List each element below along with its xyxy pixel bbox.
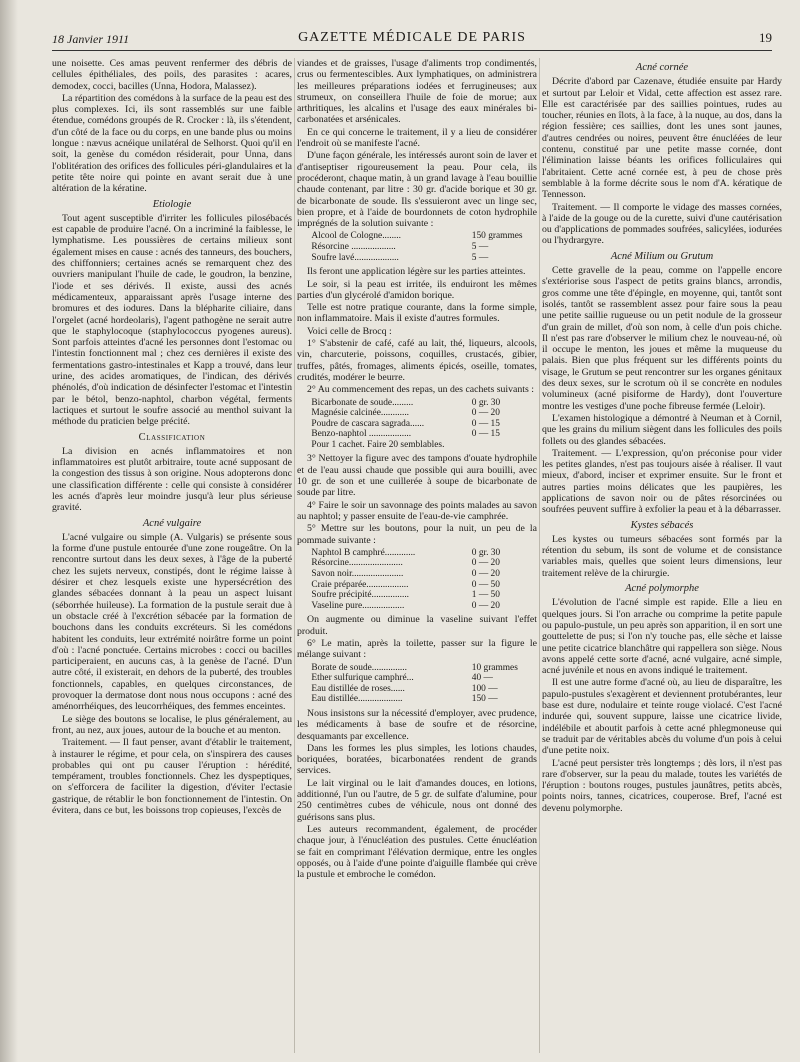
ingredient: Ether sulfurique camphré... [311, 673, 414, 684]
header-rule [52, 50, 772, 51]
paragraph: 4° Faire le soir un savonnage des points malades au savon au naphtol; y passer ensuite de l'eau-de-vie camphrée. [297, 499, 537, 522]
paragraph: Nous insistons sur la nécessité d'employer, avec prudence, les médicaments à base de soufre et de résorcine, desquamants par excellence. [297, 707, 537, 742]
ingredient: Benzo-naphtol .................. [311, 429, 412, 440]
ingredient: Résorcine ................... [311, 242, 396, 253]
paragraph: L'examen histologique a démontré à Neuman et à Cornil, que les grains du milium siègent dans les follicules des poils follets ou des glandes sébacées. [542, 412, 782, 447]
section-heading: Acné Milium ou Grutum [610, 250, 714, 262]
paragraph: Traitement. — Il comporte le vidage des masses cornées, à l'aide de la gouge ou de la curette, suivi d'une cautérisation ou d'applications de pommades soufrées, salicylées, iodurées ou l'hydrargyre. [542, 201, 782, 247]
ingredient: Poudre de cascara sagrada...... [311, 418, 425, 429]
quantity: 40 — [471, 673, 493, 684]
ingredient: Vaseline pure.................. [311, 600, 405, 611]
paragraph: La répartition des comédons à la surface de la peau est des plus complexes. Ici, ils sont rassemblés sur une faible étendue, comédons groupés de R. Crocker : là, ils s'étendent, d'un côté de la face ou du corps, en une bande plus ou moins longue : nævus acnéique unilatéral de Selhorst. Quoi qu'il en soit, la genèse du comédon résiderait, pour Unna, dans l'oblitération des orifices des follicules péri-glandulaires et la petite tête noire qui pointe en avant serait due à une altération de la kératine. [52, 92, 292, 195]
formula-row [311, 429, 537, 440]
issue-date: 18 Janvier 1911 [52, 32, 130, 46]
ingredient: Soufre précipité................ [311, 590, 410, 601]
paragraph: Traitement. — L'expression, qu'on préconise pour vider les petites glandes, n'est pas toujours aisée à réaliser. Il vaut mieux, d'abord, inciser et exprimer ensuite. Sur le front et autres parties moins délicates que les paupières, les applications de savon noir ou de pâtes résorcinées ou soufrées peuvent suffire à exfolier la peau et à la débarrasser. [542, 447, 782, 516]
ingredient: Bicarbonate de soude......... [311, 397, 414, 408]
paragraph: Cette gravelle de la peau, comme on l'appelle encore s'extériorise sous l'aspect de petits grains blancs, arrondis, gros comme une tête d'épingle, en moyenne, qui, tantôt sont isolés, tantôt se rassemblent assez pour faire sous la peau une petite saillie rugueuse ou un petit nodule de la grosseur d'un grain de millet, d'où son nom, à celle d'un pois chiche. Il n'est pas rare d'observer le milium chez le nouveau-né, où il occupe le menton, les joues et même la muqueuse du palais. Bien que plus fréquent sur les différents points du visage, le Grutum se peut rencontrer sur les organes génitaux des deux sexes, sur le scrotum où il se concrète en nodules volumineux (acné pisiforme de Hardy), dont l'ouverture montre les vestiges d'une poche fibreuse fermée (Leloir). [542, 265, 782, 412]
formula-table [311, 231, 537, 263]
section-heading: Acné polymorphe [625, 583, 699, 595]
page-number: 19 [759, 30, 772, 45]
paragraph: L'évolution de l'acné simple est rapide. Elle a lieu en quelques jours. Si l'on arrache ou comprime la petite papule ou papulo-pustule, un peu après son apparition, il en sort une gouttelette de pus; si l'on n'y touche pas, elle sèche et laisse une petite cicatrice blanchâtre qui rappellera son siège. Nous avons appelé cette sorte d'acné, acné vulgaire, acné simple, acné juvénile et nous en avons indiqué le traitement. [542, 597, 782, 677]
column-divider [294, 58, 295, 1053]
quantity: 150 grammes [471, 231, 523, 242]
formula-row [311, 580, 537, 591]
quantity: 1 — 50 [471, 590, 500, 601]
paragraph: 1° S'abstenir de café, café au lait, thé, liqueurs, alcools, vin, charcuterie, poissons, coquilles, crustacés, gibier, truffes, pâtés, fromages, aliments épicés, oseille, tomates, crudités, modérer le beurre. [297, 338, 537, 383]
quantity: 0 gr. 30 [471, 397, 501, 408]
column-left [52, 58, 292, 1053]
formula-table [311, 663, 537, 705]
formula-row [311, 569, 537, 580]
paragraph: Traitement. — Il faut penser, avant d'établir le traitement, à instaurer le régime, et pour cela, on s'inspirera des causes probables qui ont pu causer l'éruption : hérédité, tempérament, troubles fonctionnels. Chez les dyspeptiques, on s'efforcera de faciliter la digestion, d'éviter l'ectasie gastrique, de rétablir le bon fonctionnement de l'intestin. On évitera, dans ce but, les boissons trop copieuses, l'excès de [52, 737, 292, 816]
ingredient: Alcool de Cologne........ [311, 231, 401, 242]
formula-row [311, 558, 537, 569]
column-middle [297, 58, 537, 1053]
quantity: 0 gr. 30 [471, 547, 501, 558]
quantity: 0 — 50 [471, 579, 500, 590]
formula-row [311, 684, 537, 695]
column-divider [539, 58, 540, 1053]
formula-row [311, 663, 537, 674]
formula-row [311, 398, 537, 409]
ingredient: Soufre lavé................... [311, 252, 399, 263]
quantity: 0 — 20 [471, 569, 500, 580]
paragraph: Le lait virginal ou le lait d'amandes douces, en lotions, additionné, l'un ou l'autre, de 5 gr. de sulfate d'alumine, pour 250 centimètres cubes de véhicule, nous ont donné des guérisons sans plus. [297, 777, 537, 823]
formula-row [311, 408, 537, 419]
quantity: 5 — [471, 242, 489, 253]
paragraph: Tout agent susceptible d'irriter les follicules pilosébacés est capable de produire l'acné. On a incriminé la faiblesse, le lymphatisme. Les poussières de certains milieux sont également mises en cause : acnés des tanneurs, des bouchers, des chiffonniers; certaines acnés se remarquent chez des ouvriers manipulant l'huile de cade, le goudron, la benzine, l'iode et ses dérivés. Il existe, aussi des acnés médicamenteux, apparaissant après l'usage interne des bromures et des iodures. Dans la blépharite ciliaire, dans l'orgelet (acné hordeolaris), l'agent pathogène ne serait autre que le staphylocoque (staphylococcus pyogenes aureus). Sont parfois atteintes d'acné les personnes dont l'estomac ou l'intestin fonctionnent mal ; chez ces dernières il existe des fermentations gastro-intestinales et Kapp a trouvé, dans leur urine, des acides aromatiques, de l'indican, des dérivés phénolés, d'où indication de désinfecter l'estomac et l'intestin par le bétol, benzo-naphtol, charbon végétal, ferments lactiques et surtout le soufre associé au menthol suivant la méthode du praticien belge précité. [52, 212, 292, 428]
paragraph: Les kystes ou tumeurs sébacées sont formés par la rétention du sebum, ils sont de volume et de consistance variables mais, quelles que soient leurs dimensions, leur traitement relève de la chirurgie. [542, 533, 782, 579]
paragraph: Il est une autre forme d'acné où, au lieu de disparaître, les papulo-pustules s'exagèrent et deviennent protubérantes, leur base est dure, nodulaire et teinte rouge violacé. C'est l'acné indurée qui, souvent suppure, laisse une cicatrice livide, indélébile et aboutit parfois à cette acné phlegmoneuse qui se traduit par de véritables abcès du volume d'un pois à celui d'une petite noix. [542, 677, 782, 757]
quantity: 150 — [471, 694, 498, 705]
ingredient: Résorcine....................... [311, 558, 403, 569]
paragraph: On augmente ou diminue la vaseline suivant l'effet produit. [297, 614, 537, 637]
quantity: 0 — 20 [471, 408, 500, 419]
paragraph: Dans les formes les plus simples, les lotions chaudes, boriquées, boratées, bicarbonatées rendent de grands services. [297, 742, 537, 777]
paragraph: La division en acnés inflammatoires et non inflammatoires est plutôt arbitraire, toute acné supposant de la congestion des tissus à son origine. Nous adopterons donc une classification différente : celle qui consiste à considérer les acnés d'après leur moindre jusqu'à leur plus sérieuse gravité. [52, 445, 292, 514]
ingredient: Naphtol B camphré............. [311, 547, 416, 558]
formula-row [311, 548, 537, 559]
column-right [542, 58, 782, 1053]
formula-row [311, 440, 537, 451]
section-heading: Acné vulgaire [142, 517, 202, 529]
page-gutter-shadow [0, 0, 18, 1062]
paragraph: Telle est notre pratique courante, dans la forme simple, non inflammatoire. Mais il existe d'autres formules. [297, 302, 537, 325]
paragraph: 3° Nettoyer la figure avec des tampons d'ouate hydrophile et de l'eau aussi chaude que possible qui aura bouilli, avec 10 gr. de son et une cuillerée à soupe de bicarbonate de soude par litre. [297, 453, 537, 499]
paragraph: L'acné peut persister très longtemps ; dès lors, il n'est pas rare d'observer, sur la peau du malade, toutes les variétés de l'éruption : boutons rouges, pustules jaunâtres, petits abcès, points noirs, tannes, cicatrices, couperose. Bref, l'acné est devenu polymorphe. [542, 757, 782, 814]
quantity: 100 — [471, 683, 498, 694]
paragraph: 5° Mettre sur les boutons, pour la nuit, un peu de la pommade suivante : [297, 523, 537, 546]
formula-row [311, 253, 537, 264]
formula-row [311, 673, 537, 684]
formula-row [311, 601, 537, 612]
paragraph: En ce qui concerne le traitement, il y a lieu de considérer l'endroit où se manifeste l'acné. [297, 126, 537, 150]
paragraph: Le soir, si la peau est irritée, ils enduiront les mêmes parties d'un glycérolé d'amidon borique. [297, 278, 537, 301]
formula-row [311, 242, 537, 253]
formula-table [311, 398, 537, 451]
ingredient: Magnésie calcinée............ [311, 408, 410, 419]
paragraph: viandes et de graisses, l'usage d'aliments trop condimentés, crus ou fermentescibles. Aux lymphatiques, on administrera les meilleures préparations iodées et ferrugineuses; aux strumeux, on conseillera l'huile de foie de morue; aux arthritiques, les alcalins et l'usage des eaux minérales bi-carbonatées et arsénicales. [297, 58, 537, 126]
page-header [52, 30, 772, 50]
formula-row [311, 419, 537, 430]
ingredient: Craie préparée.................. [311, 579, 409, 590]
paragraph: Voici celle de Brocq : [307, 325, 392, 337]
quantity: 10 grammes [471, 662, 518, 673]
quantity: 0 — 15 [471, 418, 500, 429]
ingredient: Pour 1 cachet. Faire 20 semblables. [311, 439, 445, 450]
ingredient: Savon noir...................... [311, 569, 404, 580]
section-heading: Classification [138, 431, 206, 443]
formula-table [311, 548, 537, 612]
formula-row [311, 590, 537, 601]
quantity: 0 — 20 [471, 558, 500, 569]
quantity: 0 — 20 [471, 600, 500, 611]
paragraph: Le siège des boutons se localise, le plus généralement, au front, au nez, aux joues, autour de la bouche et au menton. [52, 713, 292, 736]
paragraph: D'une façon générale, les intéressés auront soin de laver et d'antiseptiser rigoureusement la peau. Pour cela, ils procéderont, chaque matin, à un grand lavage à l'eau bouillie chaude contenant, par litre : 30 gr. d'acide borique et 30 gr. de bicarbonate de soude. Ils s'essuieront avec un linge sec, bien propre, et à l'aide de bourdonnets de coton hydrophile imprégnés de la solution suivante : [297, 150, 537, 230]
paragraph: une noisette. Ces amas peuvent renfermer des débris de cellules épithéliales, des poils, des parasites : acares, demodex, cocci, bacilles (Unna, Hodora, Malassez). [52, 58, 292, 92]
section-heading: Etiologie [152, 198, 192, 210]
paragraph: 6° Le matin, après la toilette, passer sur la figure le mélange suivant : [297, 638, 537, 661]
section-heading: Kystes sébacés [630, 519, 694, 531]
formula-row [311, 231, 537, 242]
formula-row [311, 694, 537, 705]
section-heading: Acné cornée [635, 62, 689, 73]
paragraph: Décrite d'abord par Cazenave, étudiée ensuite par Hardy et surtout par Leloir et Vidal, cette affection est assez rare. Elle est caractérisée par des saillies pointues, rudes au toucher, réunies en îlots, à la face, à la nuque, au dos, dans la région fessière; ces saillies, dont les unes sont jaunes, d'autres cendrées ou noires, peuvent être énucléées de leur contenu, constitué par une petite masse cornée, dont l'élimination laisse béants les orifices folliculaires qui l'abritaient. Cette acné cornée est, à peu de chose près semblable à la forme décrite sous le nom d'A. kératique de Tennesson. [542, 76, 782, 201]
journal-title: GAZETTE MÉDICALE DE PARIS [298, 30, 526, 45]
paragraph: 2° Au commencement des repas, un des cachets suivants : [307, 384, 535, 396]
ingredient: Borate de soude............... [311, 662, 407, 673]
ingredient: Eau distillée................... [311, 694, 403, 705]
paragraph: Les auteurs recommandent, également, de procéder chaque jour, à l'énucléation des pustules. Cette énucléation se fait en comprimant l'élévation dermique, entre les ongles opposés, ou à l'aide d'une pointe d'aiguille flambée qui crève la pustule et embroche le comédon. [297, 823, 537, 881]
quantity: 5 — [471, 252, 489, 263]
quantity: 0 — 15 [471, 429, 500, 440]
paragraph: Ils feront une application légère sur les parties atteintes. [307, 266, 526, 278]
paragraph: L'acné vulgaire ou simple (A. Vulgaris) se présente sous la forme d'une pustule entourée d'une zone rougeâtre. On la rencontre surtout dans les deux sexes, à l'âge de la puberté chez les sujets nerveux, constipés, dont le régime laisse à désirer et chez lesquels existe une hypersécrétion des glandes sébacées donnant à la peau un aspect luisant (séborrhée huileuse). La formation de la pustule serait due à un obstacle créé à l'excrétion sébacée par la formation de bouchons dans les conduits excréteurs. Si les comédons habitent les conduits, leur extrémité noirâtre forme un point d'où : l'acné ponctuée. Certains microbes : cocci ou bacilles participeraient, en aucuns cas, à la genèse de l'acné. D'un autre côté, il existerait, en dehors de la puberté, des troubles fonctionnels, capables, en quelques circonstances, de provoquer la dermatose dont nous nous occupons : acné des aménorrhéiques, des leucorrhéiques, des femmes enceintes. [52, 531, 292, 713]
ingredient: Eau distillée de roses...... [311, 683, 405, 694]
